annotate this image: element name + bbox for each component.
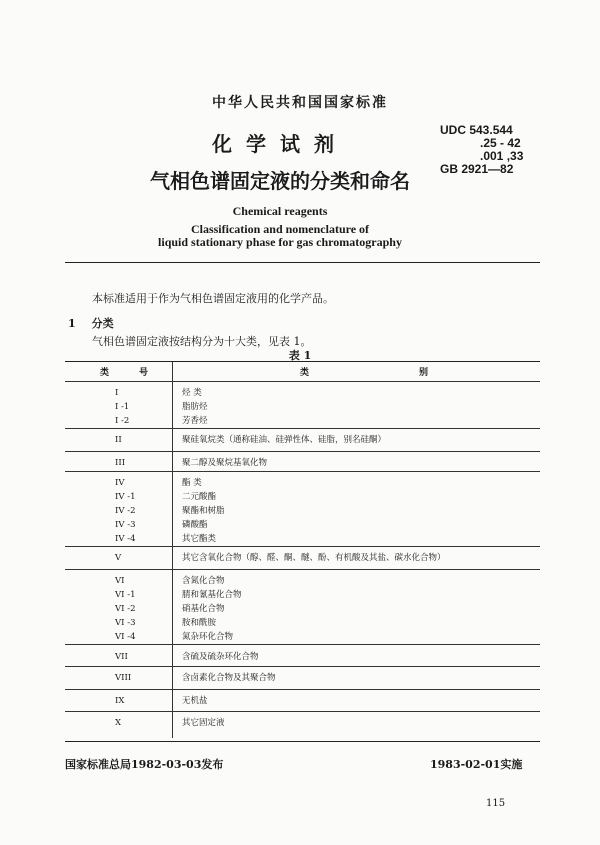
table-row-group	[65, 694, 540, 708]
category-cell: 其它酯类	[182, 534, 217, 544]
class-number-cell: I	[115, 388, 119, 398]
udc-line: .001 ,33	[480, 149, 524, 163]
category-cell: 酯 类	[182, 478, 202, 488]
category-cell: 氮杂环化合物	[182, 632, 234, 642]
class-number-cell: VI -2	[115, 604, 136, 614]
table-row	[65, 671, 540, 685]
row-divider	[65, 546, 540, 547]
row-divider	[65, 569, 540, 570]
class-number-cell: IV -4	[115, 534, 136, 544]
row-divider	[65, 644, 540, 645]
udc-line: .25 - 42	[480, 136, 521, 150]
category-cell: 胺和酰胺	[182, 618, 217, 628]
table-row-group	[65, 386, 540, 428]
table-row	[65, 414, 540, 428]
table-row-group	[65, 456, 540, 470]
table-row	[65, 588, 540, 602]
class-number-cell: I -2	[115, 416, 130, 426]
intro-text: 本标准适用于作为气相色谱固定液用的化学产品。	[92, 292, 334, 305]
section-number: 1	[68, 317, 76, 330]
class-number-cell: VIII	[115, 673, 132, 683]
class-number-cell: VI -1	[115, 590, 136, 600]
class-number-cell: I -1	[115, 402, 130, 412]
category-cell: 硝基化合物	[182, 604, 225, 614]
page-number: 115	[486, 798, 506, 809]
table-row-group	[65, 671, 540, 685]
section-text: 气相色谱固定液按结构分为十大类，见表 1。	[92, 335, 312, 348]
category-cell: 聚硅氧烷类（通称硅油、硅弹性体、硅脂，别名硅酮）	[182, 435, 387, 445]
category-cell: 二元酸酯	[182, 492, 217, 502]
table-row-group	[65, 433, 540, 447]
table-row	[65, 386, 540, 400]
class-number-cell: IV -2	[115, 506, 136, 516]
row-divider	[65, 451, 540, 452]
class-number-cell: VI -4	[115, 632, 136, 642]
category-cell: 含氮化合物	[182, 576, 225, 586]
category-cell: 烃 类	[182, 388, 202, 398]
class-number-cell: VI -3	[115, 618, 136, 628]
header-category: 类别	[300, 368, 539, 378]
gb-number: GB 2921—82	[440, 162, 514, 176]
effective-date: 1983-02-01实施	[430, 758, 523, 771]
table-row	[65, 532, 540, 546]
table-row	[65, 433, 540, 447]
category-cell: 脂肪烃	[182, 402, 208, 412]
class-number-cell: VI	[115, 576, 125, 586]
category-cell: 无机盐	[182, 696, 208, 706]
section-heading	[68, 315, 114, 331]
table-row-group	[65, 551, 540, 565]
title-en-2: Classification and nomenclature of	[190, 222, 370, 236]
title-main: 化学试剂	[212, 132, 348, 156]
table-row	[65, 716, 540, 730]
table-row	[65, 476, 540, 490]
class-number-cell: IX	[115, 696, 125, 706]
section-title: 分类	[91, 317, 114, 330]
table-row-group	[65, 574, 540, 644]
table-top-border	[65, 361, 540, 362]
class-number-cell: IV -3	[115, 520, 136, 530]
category-cell: 磷酸酯	[182, 520, 208, 530]
category-cell: 含硫及硫杂环化合物	[182, 652, 259, 662]
table-row	[65, 490, 540, 504]
title-en-3: liquid stationary phase for gas chromatography	[158, 235, 402, 249]
table-row	[65, 518, 540, 532]
category-cell: 其它固定液	[182, 718, 225, 728]
table-row	[65, 650, 540, 664]
category-cell: 其它含氧化合物（醇、醛、酮、醚、酚、有机酸及其盐、碳水化合物）	[182, 553, 446, 563]
header-class-number: 类号	[100, 368, 179, 378]
category-cell: 聚二醇及聚烷基氧化物	[182, 458, 268, 468]
issue-date: 国家标准总局1982-03-03发布	[65, 758, 224, 771]
standard-org: 中华人民共和国国家标准	[212, 95, 388, 111]
category-cell: 腈和氰基化合物	[182, 590, 242, 600]
divider	[65, 262, 540, 263]
row-divider	[65, 689, 540, 690]
class-number-cell: IV -1	[115, 492, 136, 502]
class-number-cell: IV	[115, 478, 125, 488]
table-row	[65, 504, 540, 518]
table-row	[65, 694, 540, 708]
row-divider	[65, 428, 540, 429]
udc-line: UDC 543.544	[440, 123, 513, 137]
table-row	[65, 602, 540, 616]
title-sub: 气相色谱固定液的分类和命名	[150, 169, 410, 193]
table-row-group	[65, 476, 540, 546]
table-row	[65, 551, 540, 565]
table-row	[65, 400, 540, 414]
category-cell: 含卤素化合物及其聚合物	[182, 673, 276, 683]
row-divider	[65, 471, 540, 472]
table-row	[65, 456, 540, 470]
table-row	[65, 574, 540, 588]
table-caption: 表 1	[288, 349, 312, 362]
table-row	[65, 616, 540, 630]
title-en-1: Chemical reagents	[232, 204, 328, 218]
category-cell: 聚酯和树脂	[182, 506, 225, 516]
class-number-cell: II	[115, 435, 122, 445]
table-row-group	[65, 716, 540, 730]
footer-divider	[65, 741, 540, 742]
class-number-cell: III	[115, 458, 126, 468]
class-number-cell: X	[115, 718, 122, 728]
class-number-cell: V	[115, 553, 122, 563]
category-cell: 芳香烃	[182, 416, 208, 426]
table-row	[65, 630, 540, 644]
class-number-cell: VII	[115, 652, 128, 662]
row-divider	[65, 666, 540, 667]
row-divider	[65, 381, 540, 382]
udc-block	[440, 124, 523, 176]
row-divider	[65, 711, 540, 712]
table-row-group	[65, 650, 540, 664]
